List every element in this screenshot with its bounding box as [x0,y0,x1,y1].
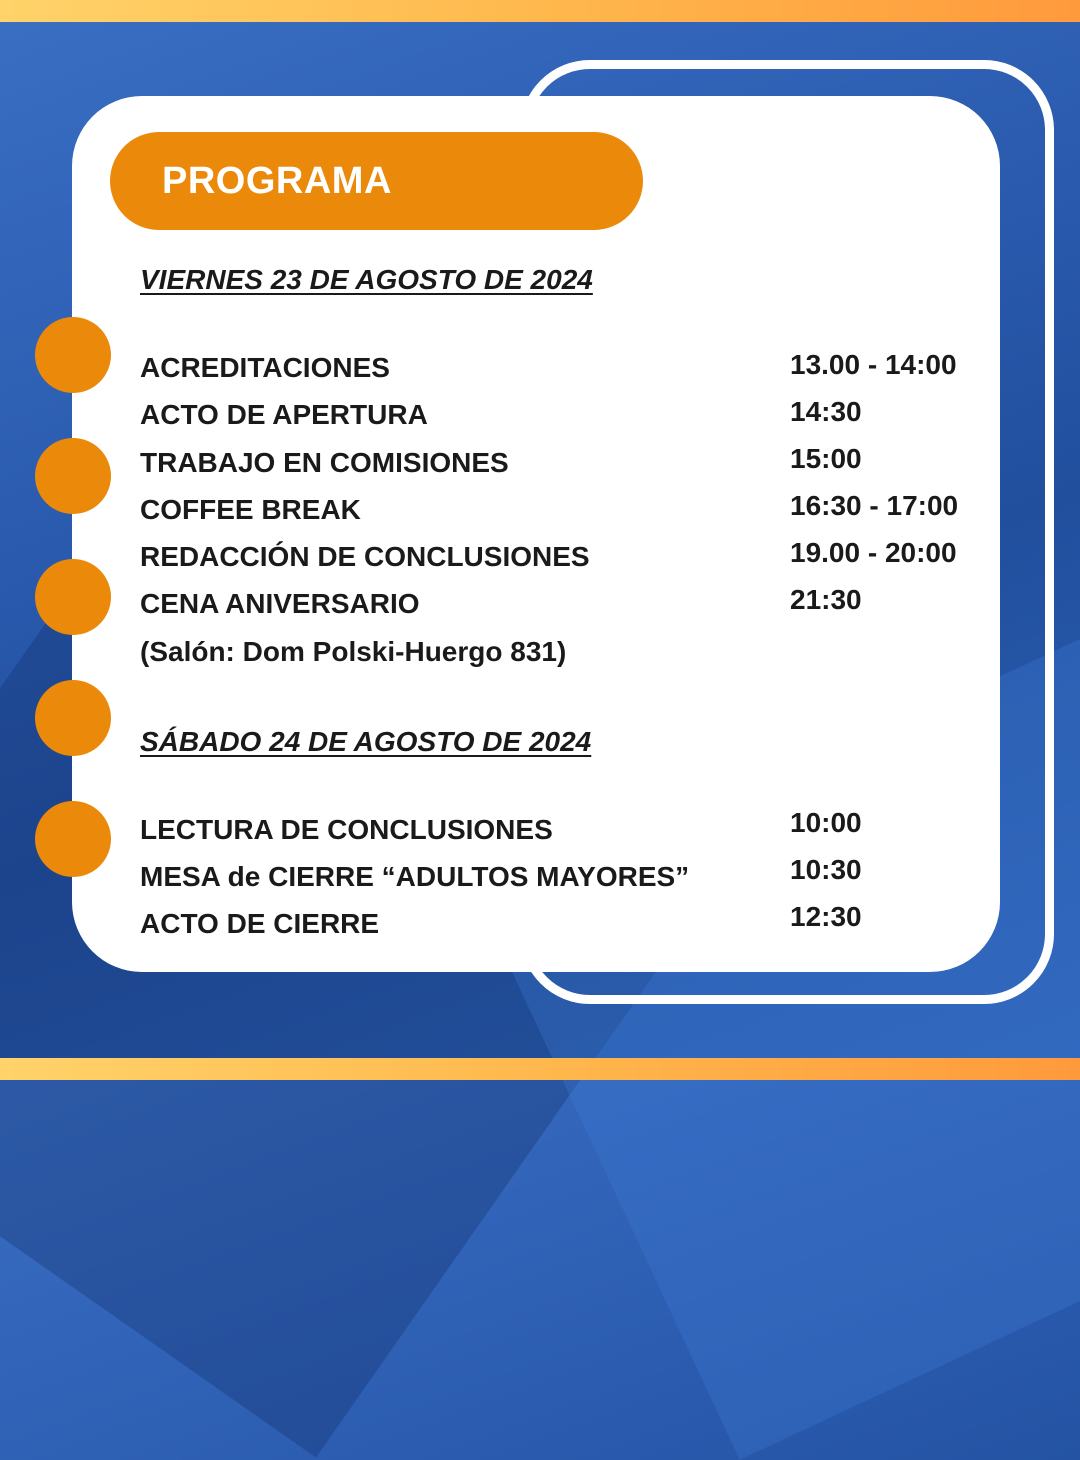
schedule-item-time: 15:00 [790,443,862,474]
schedule-item-name: MESA de CIERRE “ADULTOS MAYORES” [140,861,690,892]
binder-ring-dot [35,317,111,393]
schedule-item-time: 13.00 - 14:00 [790,349,957,380]
schedule-item-time: 21:30 [790,584,862,615]
schedule-item-time: 19.00 - 20:00 [790,537,957,568]
page-title: PROGRAMA [162,160,392,202]
schedule-item-name: ACTO DE CIERRE [140,908,380,939]
binder-ring-dot [35,559,111,635]
schedule-item-name: ACREDITACIONES [140,352,390,383]
schedule-item-name: CENA ANIVERSARIO [140,588,420,619]
schedule-item-time: 14:30 [790,396,862,427]
binder-ring-dot [35,438,111,514]
venue-note: (Salón: Dom Polski-Huergo 831) [140,636,567,667]
schedule-item-time: 12:30 [790,901,862,932]
schedule-item-name: TRABAJO EN COMISIONES [140,447,509,478]
schedule-item-name: COFFEE BREAK [140,494,361,525]
schedule-item-name: LECTURA DE CONCLUSIONES [140,814,553,845]
schedule-item-time: 16:30 - 17:00 [790,490,959,521]
top-accent-bar [0,0,1080,22]
schedule-item-name: REDACCIÓN DE CONCLUSIONES [140,541,590,572]
schedule-item-time: 10:00 [790,807,862,838]
schedule-item-name: ACTO DE APERTURA [140,399,428,430]
binder-ring-dot [35,680,111,756]
binder-ring-dot [35,801,111,877]
day-heading-friday: VIERNES 23 DE AGOSTO DE 2024 [140,264,593,295]
day-heading-saturday: SÁBADO 24 DE AGOSTO DE 2024 [140,726,592,757]
schedule-item-time: 10:30 [790,854,862,885]
bottom-accent-bar [0,1058,1080,1080]
